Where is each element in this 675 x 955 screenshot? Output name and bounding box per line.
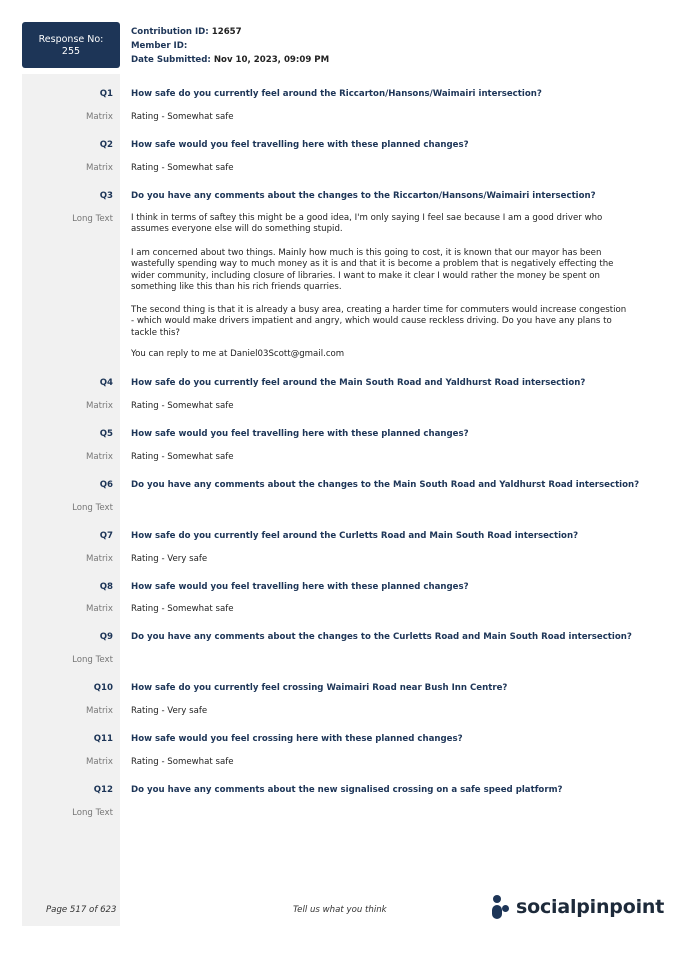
question-number: Q6 xyxy=(99,480,113,490)
answer-text: Rating - Somewhat safe xyxy=(131,757,234,767)
question-number: Q9 xyxy=(99,632,113,642)
footer-tagline: Tell us what you think xyxy=(293,905,387,915)
question-row xyxy=(22,87,652,101)
question-row xyxy=(22,138,652,152)
answer-type: Matrix xyxy=(85,401,113,411)
question-text: Do you have any comments about the changes to the Riccarton/Hansons/Waimairi intersection? xyxy=(131,191,596,201)
answer-type: Matrix xyxy=(85,554,113,564)
question-text: How safe do you currently feel around the Riccarton/Hansons/Waimairi intersection? xyxy=(131,89,542,99)
contribution-id: 12657 xyxy=(211,27,242,37)
question-row xyxy=(22,630,652,644)
long-text-paragraph: I am concerned about two things. Mainly how much is this going to cost, it is known that our mayor has been wastefully spending way to much money as it is and that it is become a problem that is negatively effecting the wider community, including closure of libraries. I want to make it clear I would rather the money be spent on something like this than his rich friends quarries. xyxy=(131,248,614,292)
answer-row xyxy=(22,653,652,667)
answer-type: Long Text xyxy=(72,503,113,513)
answer-type: Matrix xyxy=(85,757,113,767)
answer-type: Long Text xyxy=(72,808,113,818)
answer-text: Rating - Somewhat safe xyxy=(131,401,234,411)
answer-row xyxy=(22,161,652,175)
long-text-paragraph: The second thing is that it is already a busy area, creating a harder time for commuters would increase congestion - which would make drivers impatient and angry, which would cause reckless driving. Do you have any plans to tackle this? xyxy=(131,305,627,338)
question-number: Q8 xyxy=(99,582,113,592)
answer-row xyxy=(22,399,652,413)
answer-row xyxy=(22,110,652,124)
answer-row xyxy=(22,501,652,515)
answer-type: Long Text xyxy=(72,655,113,665)
question-row xyxy=(22,732,652,746)
question-row xyxy=(22,783,652,797)
question-row xyxy=(22,189,652,203)
question-number: Q4 xyxy=(99,378,113,388)
logo-mark-icon xyxy=(492,895,510,919)
question-text: Do you have any comments about the new signalised crossing on a safe speed platform? xyxy=(131,785,563,795)
answer-text: Rating - Somewhat safe xyxy=(131,452,234,462)
answer-row xyxy=(22,602,652,616)
question-row xyxy=(22,427,652,441)
question-text: How safe would you feel crossing here with these planned changes? xyxy=(131,734,463,744)
answer-type: Matrix xyxy=(85,452,113,462)
question-number: Q1 xyxy=(99,89,113,99)
question-row xyxy=(22,529,652,543)
long-text-paragraph: You can reply to me at Daniel03Scott@gmail.com xyxy=(131,349,345,359)
question-text: How safe do you currently feel around the Curletts Road and Main South Road intersection? xyxy=(131,531,579,541)
answer-row xyxy=(22,704,652,718)
answer-text: Rating - Very safe xyxy=(131,706,208,716)
answer-type: Long Text xyxy=(72,214,113,224)
answer-row xyxy=(22,552,652,566)
response-label: Response No: xyxy=(38,34,104,45)
question-text: How safe do you currently feel around the Main South Road and Yaldhurst Road intersection? xyxy=(131,378,586,388)
question-row xyxy=(22,681,652,695)
question-number: Q10 xyxy=(93,683,113,693)
answer-type: Matrix xyxy=(85,163,113,173)
question-row xyxy=(22,580,652,594)
answer-text: Rating - Somewhat safe xyxy=(131,112,234,122)
date-label: Date Submitted: xyxy=(131,55,211,65)
brand-logo xyxy=(492,893,664,921)
question-text: How safe do you currently feel crossing Waimairi Road near Bush Inn Centre? xyxy=(131,683,508,693)
page-number: Page 517 of 623 xyxy=(46,905,117,915)
answer-text: Rating - Somewhat safe xyxy=(131,604,234,614)
contribution-label: Contribution ID: xyxy=(131,27,209,37)
question-text: How safe would you feel travelling here with these planned changes? xyxy=(131,429,469,439)
date-value: Nov 10, 2023, 09:09 PM xyxy=(213,55,330,65)
question-number: Q11 xyxy=(93,734,113,744)
question-row xyxy=(22,376,652,390)
long-text-paragraph: I think in terms of saftey this might be a good idea, I'm only saying I feel sae because I am a good driver who assumes everyone else will do something stupid. xyxy=(131,213,603,235)
question-row xyxy=(22,478,652,492)
answer-row xyxy=(22,806,652,820)
answer-text: Rating - Very safe xyxy=(131,554,208,564)
question-text: How safe would you feel travelling here with these planned changes? xyxy=(131,140,469,150)
answer-type: Matrix xyxy=(85,112,113,122)
response-number-box xyxy=(22,22,120,68)
answer-row xyxy=(22,450,652,464)
question-text: Do you have any comments about the changes to the Curletts Road and Main South Road intersection? xyxy=(131,632,632,642)
answer-type: Matrix xyxy=(85,604,113,614)
question-text: How safe would you feel travelling here with these planned changes? xyxy=(131,582,469,592)
brand-name: socialpinpoint xyxy=(516,896,665,918)
response-number: 255 xyxy=(61,46,81,57)
answer-type: Matrix xyxy=(85,706,113,716)
answer-text: Rating - Somewhat safe xyxy=(131,163,234,173)
submission-meta xyxy=(131,25,329,67)
question-number: Q5 xyxy=(99,429,113,439)
question-number: Q7 xyxy=(99,531,113,541)
question-number: Q2 xyxy=(99,140,113,150)
question-number: Q3 xyxy=(99,191,113,201)
answer-row xyxy=(22,755,652,769)
question-text: Do you have any comments about the changes to the Main South Road and Yaldhurst Road intersection? xyxy=(131,480,640,490)
member-label: Member ID: xyxy=(131,41,188,51)
question-number: Q12 xyxy=(93,785,113,795)
